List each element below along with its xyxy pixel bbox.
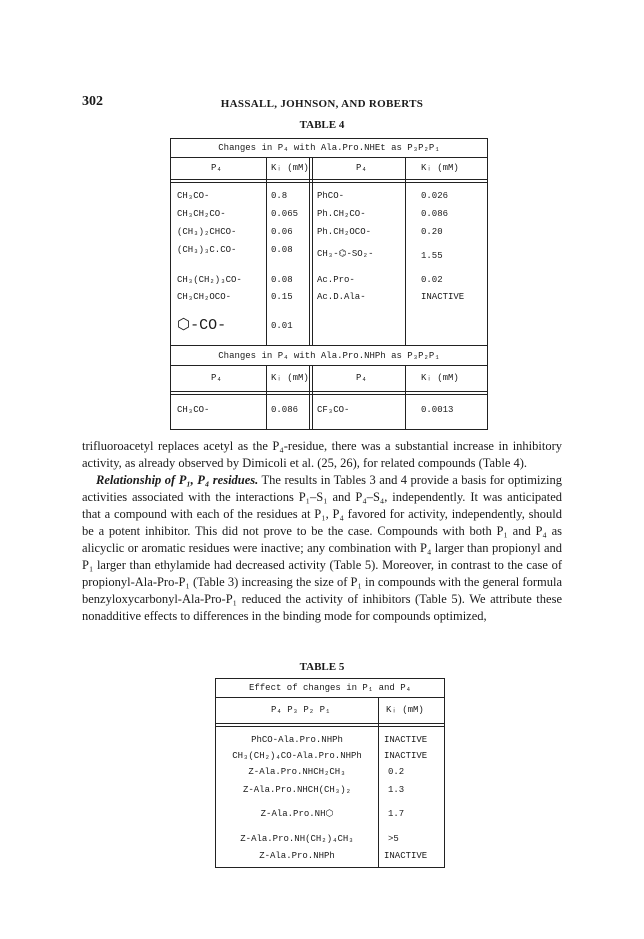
table4-row2-cell: 0.086: [271, 405, 299, 415]
table4-cell: Ph.CH₂CO-: [317, 209, 366, 219]
table4-cell: Ph.CH₂OCO-: [317, 227, 372, 237]
table4-label: TABLE 4: [299, 119, 345, 131]
table4-cell: 0.02: [421, 275, 443, 285]
table4-cell: 0.08: [271, 275, 293, 285]
table4-header: Kᵢ (mM): [271, 163, 309, 173]
table4-cell: 0.01: [271, 321, 293, 331]
table4-header: Kᵢ (mM): [421, 163, 459, 173]
table4-cell: 0.20: [421, 227, 443, 237]
section-heading: Relationship of P₁, P₄ residues.: [96, 473, 259, 487]
paragraph-1: trifluoroacetyl replaces acetyl as the P₄-residue, there was a substantial increase in inhibitory activity, as already observed by Dimicoli et al. (25, 26), for related compounds (Table 4).: [82, 439, 562, 470]
table4-cell: PhCO-: [317, 191, 345, 201]
paragraph-2-text: The results in Tables 3 and 4 provide a basis for optimizing activities associated with the interactions P₁–S₁ and P₄–S₄, independently. It was anticipated that a compound with each of the residues at P₁, P₄ favored for activity, independently, should be a potent inhibitor. This did not prove to be the case. Compounds with both P₁ and P₄ as alicyclic or aromatic residues were inactive; any combination with P₄ larger than propionyl and P₁ larger than ethylamide had decreased activity (Table 5). Moreover, in contrast to the case of propionyl-Ala-Pro-P₁ (Table 3) increasing the size of P₁ in compounds with the general formula benzyloxycarbonyl-Ala-Pro-P₁ reduced the activity of inhibitors (Table 5). We attribute these nonadditive effects to differences in the binding mode for compounds optimized,: [82, 473, 562, 623]
table4-caption1: Changes in P₄ with Ala.Pro.NHEt as P₃P₂P₁: [218, 143, 440, 153]
table4-cell: 0.8: [271, 191, 288, 201]
table4-cell: 1.55: [421, 251, 443, 261]
table4-row2-cell: CF₃CO-: [317, 405, 350, 415]
table4-header: P₄: [356, 163, 367, 173]
table-4: [170, 138, 488, 430]
table5-cell: CH₃(CH₂)₄CO-Ala.Pro.NHPh: [232, 751, 362, 761]
table4-row2-cell: CH₃CO-: [177, 405, 210, 415]
running-head: HASSALL, JOHNSON, AND ROBERTS: [220, 98, 424, 110]
paragraph-2: [82, 472, 562, 625]
table5-cell: PhCO-Ala.Pro.NHPh: [251, 735, 343, 745]
table4-cell: 0.06: [271, 227, 293, 237]
table4-cell: Ac.D.Ala-: [317, 292, 366, 302]
table5-cell: Z-Ala.Pro.NH(CH₂)₄CH₃: [240, 834, 354, 844]
table5-caption: Effect of changes in P₁ and P₄: [248, 683, 412, 693]
body-text: [82, 438, 562, 625]
table5-cell: Z-Ala.Pro.NH⬡: [260, 809, 334, 819]
table5-cell: 0.2: [388, 767, 405, 777]
table5-cell: Z-Ala.Pro.NHCH₂CH₃: [248, 767, 346, 777]
cyclohexyl-co: ⬡-CO-: [177, 317, 227, 334]
table5-cell: Z-Ala.Pro.NHPh: [259, 851, 335, 861]
table5-cell: INACTIVE: [384, 851, 428, 861]
table4-cell: 0.15: [271, 292, 293, 302]
table4-cell: CH₃CH₂CO-: [177, 209, 226, 219]
table4-header2: P₄: [211, 373, 222, 383]
table4-header: P₄: [211, 163, 222, 173]
table4-cell: CH₃CO-: [177, 191, 210, 201]
table5-header: P₄ P₃ P₂ P₁: [271, 705, 331, 715]
table5-cell: 1.3: [388, 785, 405, 795]
table5-cell: INACTIVE: [384, 751, 428, 761]
table5-header: Kᵢ (mM): [386, 705, 424, 715]
table5-cell: Z-Ala.Pro.NHCH(CH₃)₂: [242, 785, 352, 795]
table4-caption2: Changes in P₄ with Ala.Pro.NHPh as P₃P₂P₁: [218, 351, 440, 361]
table4-header2: Kᵢ (mM): [271, 373, 309, 383]
table5-cell: INACTIVE: [384, 735, 428, 745]
table4-cell: (CH₃)₃C.CO-: [177, 245, 237, 255]
table4-cell: CH₃(CH₂)₃CO-: [177, 275, 242, 285]
table5-cell: >5: [388, 834, 399, 844]
table4-cell: 0.065: [271, 209, 299, 219]
table4-cell: INACTIVE: [421, 292, 465, 302]
table4-cell: 0.026: [421, 191, 449, 201]
table5-cell: 1.7: [388, 809, 405, 819]
table4-cell: Ac.Pro-: [317, 275, 355, 285]
table4-cell: CH₃CH₂OCO-: [177, 292, 232, 302]
tosyl-group: CH₃-⌬-SO₂-: [317, 249, 374, 259]
table-5: [215, 678, 445, 868]
table4-cell: (CH₃)₂CHCO-: [177, 227, 237, 237]
table4-header2: P₄: [356, 373, 367, 383]
table4-row2-cell: 0.0013: [421, 405, 454, 415]
table4-cell: 0.086: [421, 209, 449, 219]
table5-label: TABLE 5: [299, 661, 345, 673]
page-number: 302: [82, 94, 103, 109]
table4-header2: Kᵢ (mM): [421, 373, 459, 383]
table4-cell: 0.08: [271, 245, 293, 255]
